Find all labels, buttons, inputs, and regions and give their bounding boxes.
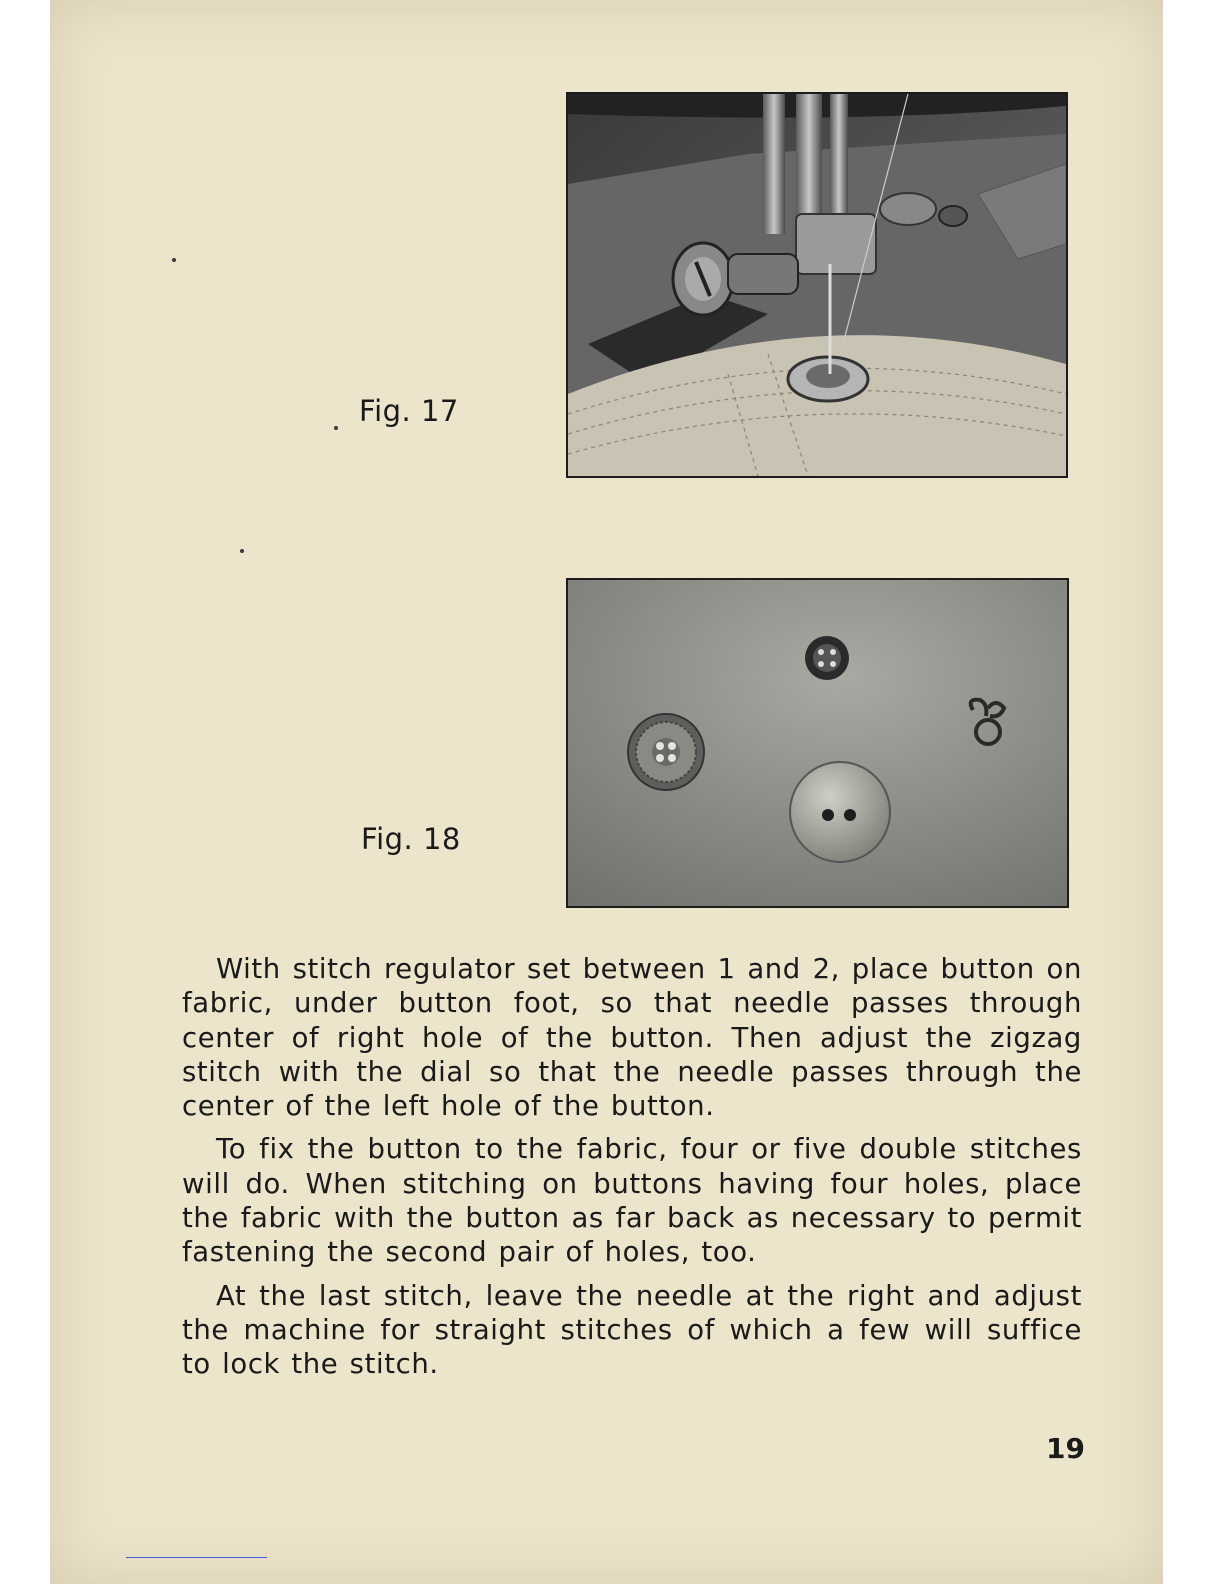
footer-rule xyxy=(126,1557,267,1558)
buttons-on-fabric-illustration xyxy=(568,580,1067,906)
paragraph-last-stitch: At the last stitch, leave the needle at the right and adjust the machine for straight stitches of which a few will suffice to lock the stitch. xyxy=(182,1279,1082,1381)
fig-17-caption: Fig. 17 xyxy=(359,394,459,428)
paragraph-stitch-regulator: With stitch regulator set between 1 and 2, place button on fabric, under button foot, so that needle passes through center of right hole of the button. Then adjust the zigzag stitch with the dial so that the needle passes through the center of the left hole of the button. xyxy=(182,953,1082,1123)
fig-17-photo xyxy=(566,92,1068,478)
page-number: 19 xyxy=(1046,1432,1085,1465)
instructions-text xyxy=(182,952,1082,1391)
sewing-machine-foot-illustration xyxy=(568,94,1066,476)
center-two-hole-button xyxy=(790,762,890,862)
left-four-hole-button xyxy=(628,714,704,790)
fig-18-photo xyxy=(566,578,1069,908)
paper-speck xyxy=(240,549,244,553)
paper-speck xyxy=(334,426,338,430)
fig-18-caption: Fig. 18 xyxy=(361,822,461,856)
paper-speck xyxy=(172,258,176,262)
paragraph-fix-button: To fix the button to the fabric, four or five double stitches will do. When stitching on buttons having four holes, place the fabric with the button as far back as necessary to permit fastening the second pair of holes, too. xyxy=(182,1133,1082,1269)
top-small-button xyxy=(805,636,849,680)
